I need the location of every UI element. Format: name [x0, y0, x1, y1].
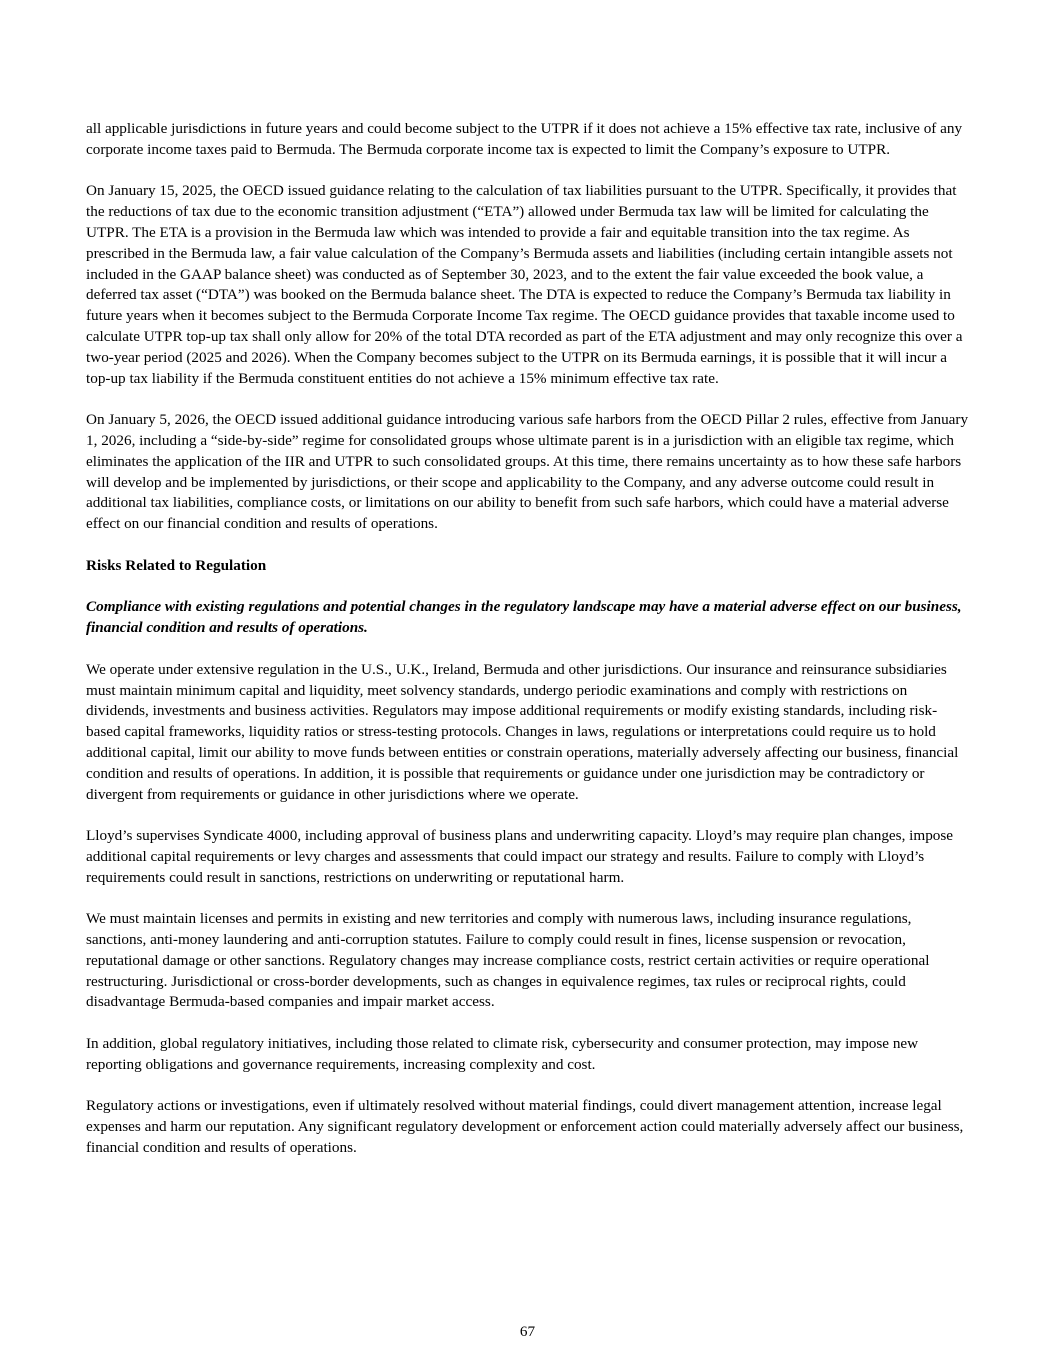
paragraph-utpr-exposure: all applicable jurisdictions in future years and could become subject to the UTPR if it does not achieve a 15% effective tax rate, inclusive of any corporate income taxes paid to Bermuda. The Bermuda corporate income tax is expected to limit the Company’s exposure to UTPR.	[86, 120, 963, 158]
paragraph-global-initiatives: In addition, global regulatory initiatives, including those related to climate risk, cybersecurity and consumer protection, may impose new reporting obligations and governance requirements, increasing complexity and cost.	[86, 1035, 919, 1073]
section-heading: Risks Related to Regulation	[86, 556, 267, 574]
page-number: 67	[519, 1323, 536, 1340]
risk-factor-heading: Compliance with existing regulations and potential changes in the regulatory landscape may have a material adverse effect on our business, financial condition and results of operations.	[86, 598, 962, 637]
paragraph-lloyds-supervision: Lloyd’s supervises Syndicate 4000, including approval of business plans and underwriting capacity. Lloyd’s may require plan changes, impose additional capital requirements or levy charges and assessments that could impact our strategy and results. Failure to comply with Lloyd’s requirements could result in sanctions, restrictions on underwriting or reputational harm.	[86, 827, 954, 886]
paragraph-oecd-safe-harbors: On January 5, 2026, the OECD issued additional guidance introducing various safe harbors from the OECD Pillar 2 rules, effective from January 1, 2026, including a “side-by-side” regime for consolidated groups whose ultimate parent is in a jurisdiction with an eligible tax regime, which eliminates the application of the IIR and UTPR to such consolidated groups. At this time, there remains uncertainty as to how these safe harbors will develop and be implemented by jurisdictions, or their scope and applicability to the Company, and any adverse outcome could result in additional tax liabilities, compliance costs, or limitations on our ability to benefit from such safe harbors, which could have a material adverse effect on our financial condition and results of operations.	[86, 411, 969, 533]
paragraph-extensive-regulation: We operate under extensive regulation in the U.S., U.K., Ireland, Bermuda and other jurisdictions. Our insurance and reinsurance subsidiaries must maintain minimum capital and liquidity, meet solvency standards, undergo periodic examinations and comply with restrictions on dividends, investments and business activities. Regulators may impose additional requirements or modify existing standards, including risk-based capital frameworks, liquidity ratios or stress-testing protocols. Changes in laws, regulations or interpretations could require us to hold additional capital, limit our ability to move funds between entities or constrain operations, materially adversely affecting our business, financial condition and results of operations. In addition, it is possible that requirements or guidance under one jurisdiction may be contradictory or divergent from requirements or guidance in other jurisdictions where we operate.	[86, 660, 959, 803]
paragraph-regulatory-actions: Regulatory actions or investigations, even if ultimately resolved without material findings, could divert management attention, increase legal expenses and harm our reputation. Any significant regulatory development or enforcement action could materially adversely affect our business, financial condition and results of operations.	[86, 1097, 964, 1157]
paragraph-oecd-eta-guidance: On January 15, 2025, the OECD issued guidance relating to the calculation of tax liabilities pursuant to the UTPR. Specifically, it provides that the reductions of tax due to the economic transition adjustment (“ETA”) allowed under Bermuda tax law will be limited for calculating the UTPR. The ETA is a provision in the Bermuda law which was intended to provide a fair and equitable transition into the tax regime. As prescribed in the Bermuda law, a fair value calculation of the Company’s Bermuda assets and liabilities (including certain intangible assets not included in the GAAP balance sheet) was conducted as of September 30, 2023, and to the extent the fair value exceeded the book value, a deferred tax asset (“DTA”) was booked on the Bermuda balance sheet. The DTA is expected to reduce the Company’s Bermuda tax liability in future years when it becomes subject to the Bermuda Corporate Income Tax regime. The OECD guidance provides that taxable income used to calculate UTPR top-up tax shall only allow for 20% of the total DTA recorded as part of the ETA adjustment and may only recognize this over a two-year period (2025 and 2026). When the Company becomes subject to the UTPR on its Bermuda earnings, it is possible that it will incur a top-up tax liability if the Bermuda constituent entities do not achieve a 15% minimum effective tax rate.	[86, 182, 963, 387]
paragraph-licenses-permits: We must maintain licenses and permits in existing and new territories and comply with numerous laws, including insurance regulations, sanctions, anti-money laundering and anti-corruption statutes. Failure to comply could result in fines, license suspension or revocation, reputational damage or other sanctions. Regulatory changes may increase compliance costs, restrict certain activities or require operational restructuring. Jurisdictional or cross-border developments, such as changes in equivalence regimes, tax rules or reciprocal rights, could disadvantage Bermuda-based companies and impair market access.	[86, 910, 930, 1011]
document-body	[86, 119, 971, 1180]
